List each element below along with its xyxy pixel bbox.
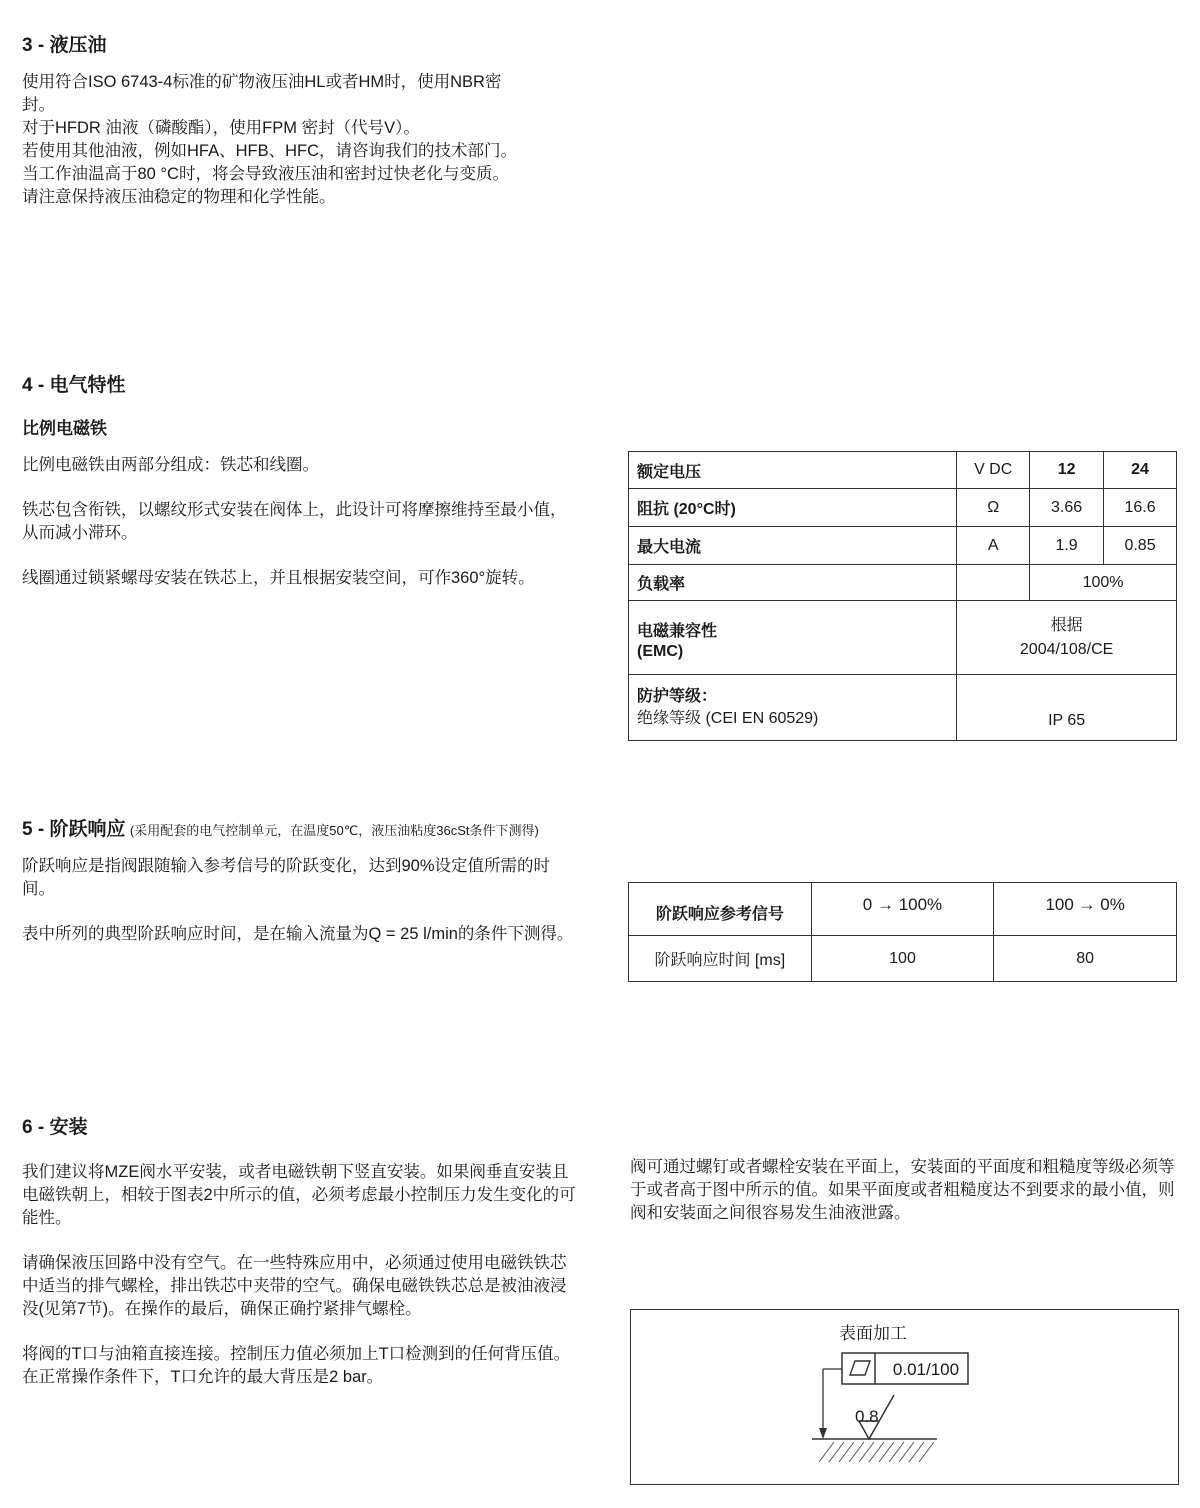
table-row xyxy=(629,675,1177,741)
table-cell: 12 xyxy=(1030,452,1104,489)
table-cell xyxy=(957,565,1030,601)
section-4 xyxy=(22,370,582,590)
section-6-right xyxy=(630,1156,1182,1225)
section-5-note: (采用配套的电气控制单元，在温度50℃，液压油粘度36cSt条件下测得) xyxy=(129,823,539,838)
table-cell: 100% xyxy=(1030,565,1177,601)
flatness-value: 0.01/100 xyxy=(892,1360,960,1379)
table-cell: 16.6 xyxy=(1104,489,1177,527)
table-row xyxy=(629,527,1177,565)
table-row xyxy=(629,601,1177,675)
paragraph: 请注意保持液压油稳定的物理和化学性能。 xyxy=(22,188,336,206)
table-cell: 24 xyxy=(1104,452,1177,489)
section-3 xyxy=(22,30,532,209)
paragraph: 当工作油温高于80 °C时，将会导致液压油和密封过快老化与变质。 xyxy=(22,165,509,183)
table-cell xyxy=(629,601,957,675)
table-cell: A xyxy=(957,527,1030,565)
emc-value: 根据 xyxy=(1050,616,1083,634)
paragraph: 若使用其他油液，例如HFA、HFB、HFC，请咨询我们的技术部门。 xyxy=(22,142,517,160)
flatness-symbol-icon xyxy=(850,1361,870,1375)
paragraph: 请确保液压回路中没有空气。在一些特殊应用中，必须通过使用电磁铁铁芯中适当的排气螺栓，排出铁芯中夹带的空气。确保电磁铁铁芯总是被油液浸没(见第7节)。在操作的最后，确保正确拧紧排气螺栓。 xyxy=(22,1254,567,1318)
table-cell: 阻抗 (20°C时) xyxy=(629,489,957,527)
electrical-characteristics-table xyxy=(628,451,1177,741)
protection-label: 防护等级： xyxy=(637,687,718,705)
step-response-table xyxy=(628,882,1177,982)
table-cell: 0.85 xyxy=(1104,527,1177,565)
paragraph: 使用符合ISO 6743-4标准的矿物液压油HL或者HM时，使用NBR密封。 xyxy=(22,73,502,114)
table-cell: 3.66 xyxy=(1030,489,1104,527)
roughness-value: 0.8 xyxy=(855,1407,879,1426)
surface-finish-drawing xyxy=(631,1310,1178,1484)
paragraph: 阀可通过螺钉或者螺栓安装在平面上，安装面的平面度和粗糙度等级必须等于或者高于图中所示的值。如果平面度或者粗糙度达不到要求的最小值，则阀和安装面之间很容易发生油液泄露。 xyxy=(630,1158,1175,1222)
table-row xyxy=(629,883,1177,936)
emc-label: 电磁兼容性 xyxy=(637,622,718,640)
section-5-title: 5 - 阶跃响应 xyxy=(22,819,126,840)
table-cell: V DC xyxy=(957,452,1030,489)
section-6 xyxy=(22,1112,577,1389)
paragraph: 将阀的T口与油箱直接连接。控制压力值必须加上T口检测到的任何背压值。在正常操作条件下，T口允许的最大背压是2 bar。 xyxy=(22,1345,571,1386)
table-row xyxy=(629,452,1177,489)
section-5 xyxy=(22,818,582,946)
table-cell: 100 → 0% xyxy=(994,883,1177,936)
table-row xyxy=(629,565,1177,601)
section-6-title: 6 - 安装 xyxy=(22,1117,88,1138)
table-cell: 最大电流 xyxy=(629,527,957,565)
table-cell xyxy=(957,601,1177,675)
table-cell: 阶跃响应时间 [ms] xyxy=(629,936,812,982)
paragraph: 表中所列的典型阶跃响应时间，是在输入流量为Q = 25 l/min的条件下测得。 xyxy=(22,925,574,943)
section-4-title: 4 - 电气特性 xyxy=(22,375,126,396)
table-cell: 额定电压 xyxy=(629,452,957,489)
table-cell: 阶跃响应参考信号 xyxy=(629,883,812,936)
table-cell: 0 → 100% xyxy=(811,883,994,936)
table-cell: 80 xyxy=(994,936,1177,982)
emc-standard: 2004/108/CE xyxy=(1019,640,1114,658)
section-5-heading xyxy=(22,818,582,842)
paragraph: 阶跃响应是指阀跟随输入参考信号的阶跃变化，达到90%设定值所需的时间。 xyxy=(22,857,551,898)
table-cell: 1.9 xyxy=(1030,527,1104,565)
insulation-label: 绝缘等级 (CEI EN 60529) xyxy=(637,709,819,727)
section-4-subtitle: 比例电磁铁 xyxy=(22,419,107,438)
table-cell: 负载率 xyxy=(629,565,957,601)
paragraph: 对于HFDR 油液（磷酸酯），使用FPM 密封（代号V）。 xyxy=(22,119,420,137)
paragraph: 比例电磁铁由两部分组成：铁芯和线圈。 xyxy=(22,456,319,474)
table-row xyxy=(629,936,1177,982)
leader-arrow-icon xyxy=(819,1428,827,1439)
surface-hatch xyxy=(819,1442,934,1462)
table-cell xyxy=(629,675,957,741)
paragraph: 我们建议将MZE阀水平安装，或者电磁铁朝下竖直安装。如果阀垂直安装且电磁铁朝上，相较于图表2中所示的值，必须考虑最小控制压力发生变化的可能性。 xyxy=(22,1163,576,1227)
paragraph: 线圈通过锁紧螺母安装在铁芯上，并且根据安装空间，可作360°旋转。 xyxy=(22,569,535,587)
table-cell: 100 xyxy=(811,936,994,982)
paragraph: 铁芯包含衔铁，以螺纹形式安装在阀体上，此设计可将摩擦维持至最小值，从而减小滞环。 xyxy=(22,501,567,542)
table-cell: Ω xyxy=(957,489,1030,527)
surface-finish-figure xyxy=(630,1309,1179,1485)
figure-title: 表面加工 xyxy=(839,1324,907,1343)
table-row xyxy=(629,489,1177,527)
table-cell: IP 65 xyxy=(957,675,1177,741)
emc-label-abbr: (EMC) xyxy=(637,642,684,660)
section-3-title: 3 - 液压油 xyxy=(22,35,107,56)
